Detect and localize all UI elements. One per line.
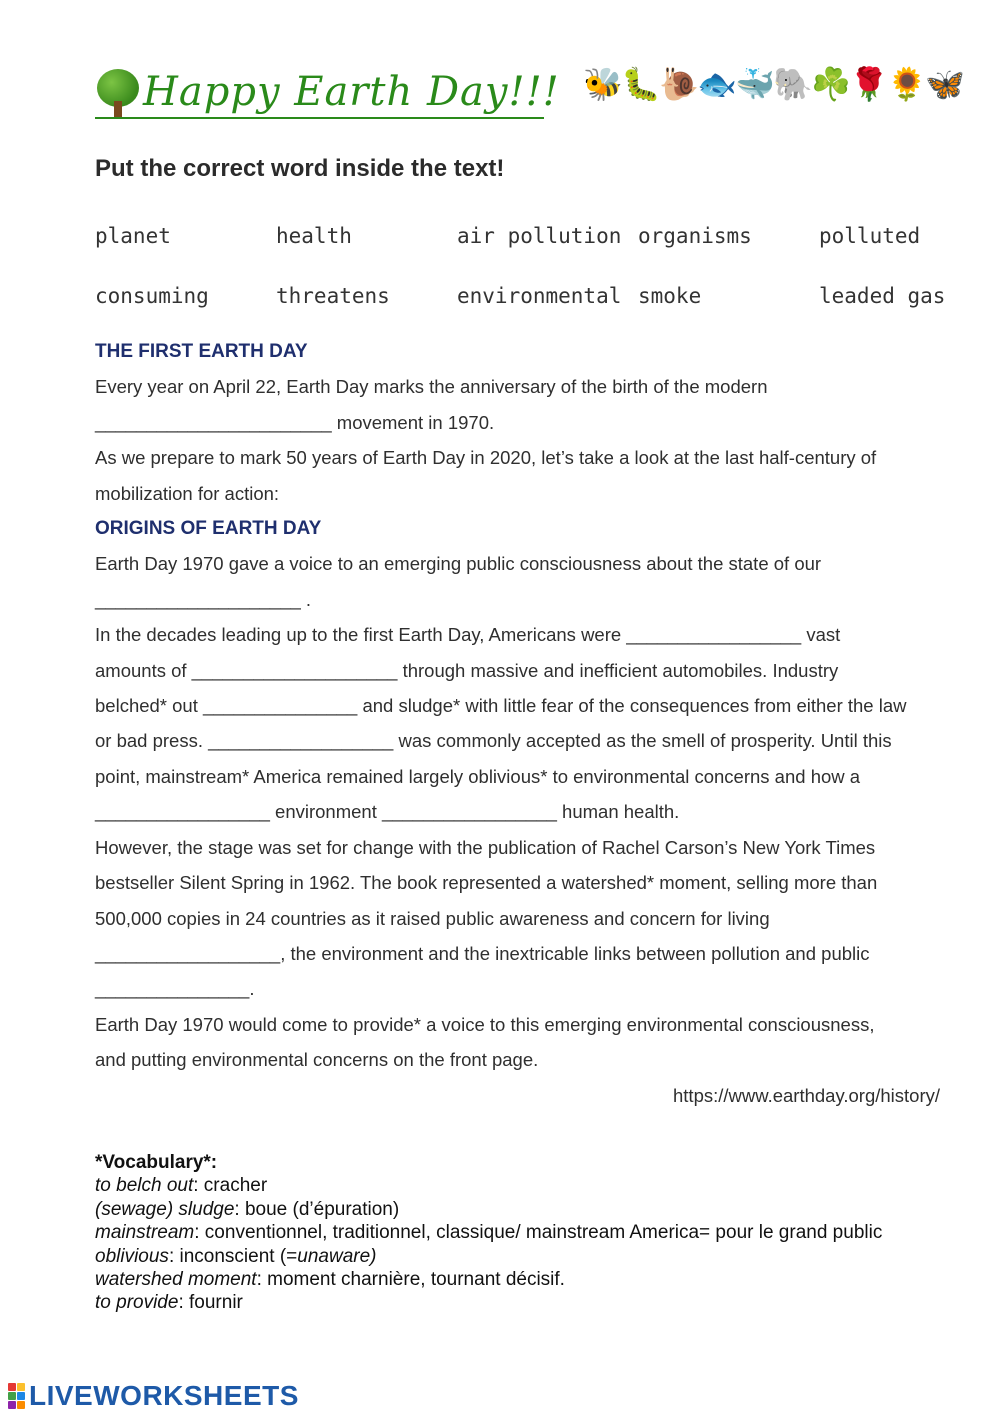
page-header [95,62,560,122]
snail-icon: 🐌 [659,66,699,102]
sunflower-icon: 🌻 [887,66,927,102]
emoji-strip [583,64,965,104]
word-bank [95,220,1000,340]
vocabulary-item [95,1291,975,1314]
text-line: As we prepare to mark 50 years of Earth Day in 2020, let’s take a look at the last half-century of [95,447,877,469]
text-line: 500,000 copies in 24 countries as it raised public awareness and concern for living [95,907,770,929]
logo-blocks-icon [8,1383,25,1409]
text-line: point, mainstream* America remained largely oblivious* to environmental concerns and how a [95,765,861,787]
logo-block [17,1401,25,1409]
article-body [95,334,975,1113]
text-line: bestseller Silent Spring in 1962. The book represented a watershed* moment, selling more than [95,872,878,894]
fish-icon: 🐟 [697,66,737,102]
title-underline [95,117,544,119]
fill-blank-line[interactable]: _______________. [95,978,255,1000]
vocab-term: oblivious [95,1245,169,1267]
vocab-term: watershed moment [95,1269,257,1291]
vocab-definition: : inconscient (= [168,1245,298,1267]
logo-block [8,1383,16,1391]
vocab-term: mainstream [95,1222,195,1244]
text-line: Every year on April 22, Earth Day marks the anniversary of the birth of the modern [95,376,768,398]
section-heading: ORIGINS OF EARTH DAY [95,518,322,540]
word-bank-item[interactable]: smoke [638,284,702,308]
whale-icon: 🐳 [735,66,775,102]
fill-blank-line[interactable]: _________________ environment _________________ human health. [95,801,680,823]
text-line: However, the stage was set for change with the publication of Rachel Carson’s New York Times [95,836,876,858]
vocab-definition: : cracher [193,1175,268,1197]
text-line: Earth Day 1970 gave a voice to an emerging public consciousness about the state of our [95,553,822,575]
word-bank-item[interactable]: leaded gas [819,284,946,308]
vocab-term: to belch out [95,1175,194,1197]
instruction-text: Put the correct word inside the text! [95,155,505,182]
vocab-term: (sewage) sludge [95,1198,235,1220]
fill-blank-line[interactable]: __________________, the environment and the inextricable links between pollution and public [95,942,870,964]
vocab-definition: : boue (d’épuration) [234,1198,400,1220]
vocab-definition: : conventionnel, traditionnel, classique/ mainstream America= pour le grand public [194,1222,883,1244]
word-bank-row [95,220,1000,280]
logo-block [17,1383,25,1391]
vocabulary-item [95,1268,975,1291]
fill-blank-line[interactable]: ____________________ . [95,588,312,610]
vocab-term: to provide [95,1292,179,1314]
word-bank-item[interactable]: consuming [95,284,209,308]
vocab-definition: : moment charnière, tournant décisif. [256,1269,565,1291]
word-bank-item[interactable]: planet [95,224,171,248]
text-line: mobilization for action: [95,482,280,504]
logo-block [8,1392,16,1400]
source-link[interactable]: https://www.earthday.org/history/ [673,1084,940,1106]
word-bank-item[interactable]: polluted [819,224,921,248]
vocabulary-item [95,1245,975,1268]
section-heading: THE FIRST EARTH DAY [95,341,308,362]
word-bank-item[interactable]: environmental [457,284,622,308]
word-bank-item[interactable]: organisms [638,224,752,248]
shamrock-icon: ☘️ [811,66,851,102]
rose-icon: 🌹 [849,66,889,102]
vocabulary-item [95,1221,975,1244]
vocabulary-item [95,1174,975,1197]
logo-text: LIVEWORKSHEETS [29,1380,299,1411]
text-line: Earth Day 1970 would come to provide* a voice to this emerging environmental consciousness, [95,1013,875,1035]
logo-block [8,1401,16,1409]
fill-blank-line[interactable]: or bad press. __________________ was commonly accepted as the smell of prosperity. Until this [95,730,892,752]
vocabulary-item [95,1198,975,1221]
fill-blank-line[interactable]: In the decades leading up to the first Earth Day, Americans were _________________ vast [95,624,841,646]
bee-icon: 🐝 [583,66,623,102]
page-title: Happy Earth Day!!! [143,69,560,115]
liveworksheets-logo[interactable] [8,1380,299,1412]
fill-blank-line[interactable]: amounts of ____________________ through massive and inefficient automobiles. Industry [95,659,839,681]
butterfly-icon: 🦋 [925,66,965,102]
caterpillar-icon: 🐛 [621,66,661,102]
fill-blank-line[interactable]: _______________________ movement in 1970. [95,411,495,433]
vocab-definition: : fournir [178,1292,243,1314]
fill-blank-line[interactable]: belched* out _______________ and sludge* with little fear of the consequences from either the law [95,695,907,717]
vocabulary-title: *Vocabulary*: [95,1152,218,1173]
logo-block [17,1392,25,1400]
word-bank-item[interactable]: threatens [276,284,390,308]
tree-icon [95,67,141,117]
text-line: and putting environmental concerns on the front page. [95,1049,539,1071]
word-bank-item[interactable]: health [276,224,352,248]
elephant-icon: 🐘 [773,66,813,102]
word-bank-item[interactable]: air pollution [457,224,622,248]
vocabulary-section [95,1151,975,1315]
word-bank-row [95,280,1000,340]
vocab-definition-italic: unaware) [297,1245,377,1267]
